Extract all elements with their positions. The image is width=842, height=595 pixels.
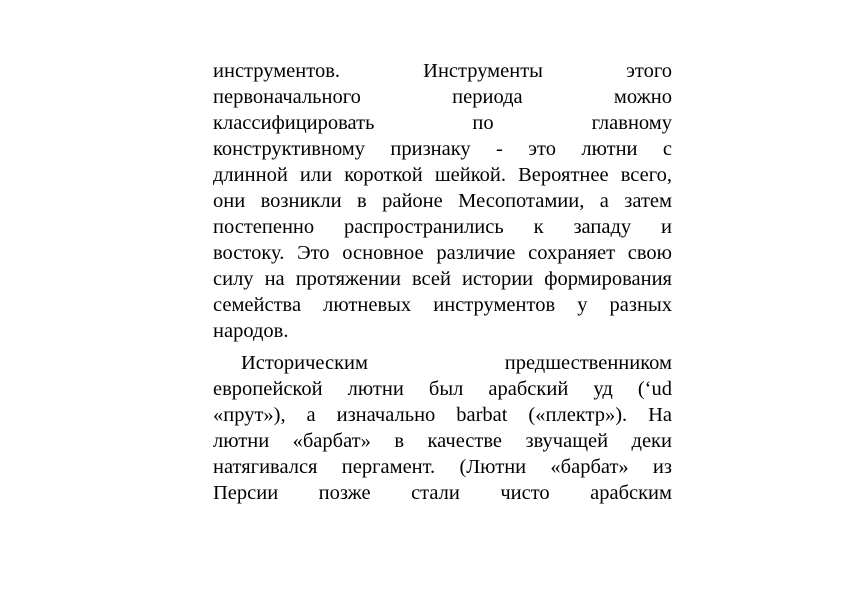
paragraph-2: [213, 350, 672, 506]
text-line: Историческим предшественником: [241, 352, 672, 374]
paragraph-1: [213, 58, 672, 344]
text-line: постепенно распространились к западу и: [213, 216, 672, 238]
text-line: конструктивному признаку - это лютни с: [213, 138, 672, 160]
text-line: востоку. Это основное различие сохраняет свою: [213, 242, 672, 264]
text-line: первоначального периода можно: [213, 86, 672, 108]
text-line: «прут»), а изначально barbat («плектр»). На: [213, 404, 672, 426]
text-line: силу на протяжении всей истории формирования: [213, 268, 672, 290]
text-line: европейской лютни был арабский уд (‘ud: [213, 378, 672, 400]
text-line: они возникли в районе Месопотамии, а затем: [213, 190, 672, 212]
text-line: семейства лютневых инструментов у разных: [213, 294, 672, 316]
text-line: народов.: [213, 320, 289, 342]
text-line: инструментов. Инструменты этого: [213, 60, 672, 82]
text-line: классифицировать по главному: [213, 112, 672, 134]
text-line: натягивался пергамент. (Лютни «барбат» из: [213, 456, 672, 478]
body-text: [213, 58, 672, 506]
text-line: длинной или короткой шейкой. Вероятнее всего,: [213, 164, 672, 186]
text-line: Персии позже стали чисто арабским: [213, 482, 672, 504]
text-line: лютни «барбат» в качестве звучащей деки: [213, 430, 672, 452]
